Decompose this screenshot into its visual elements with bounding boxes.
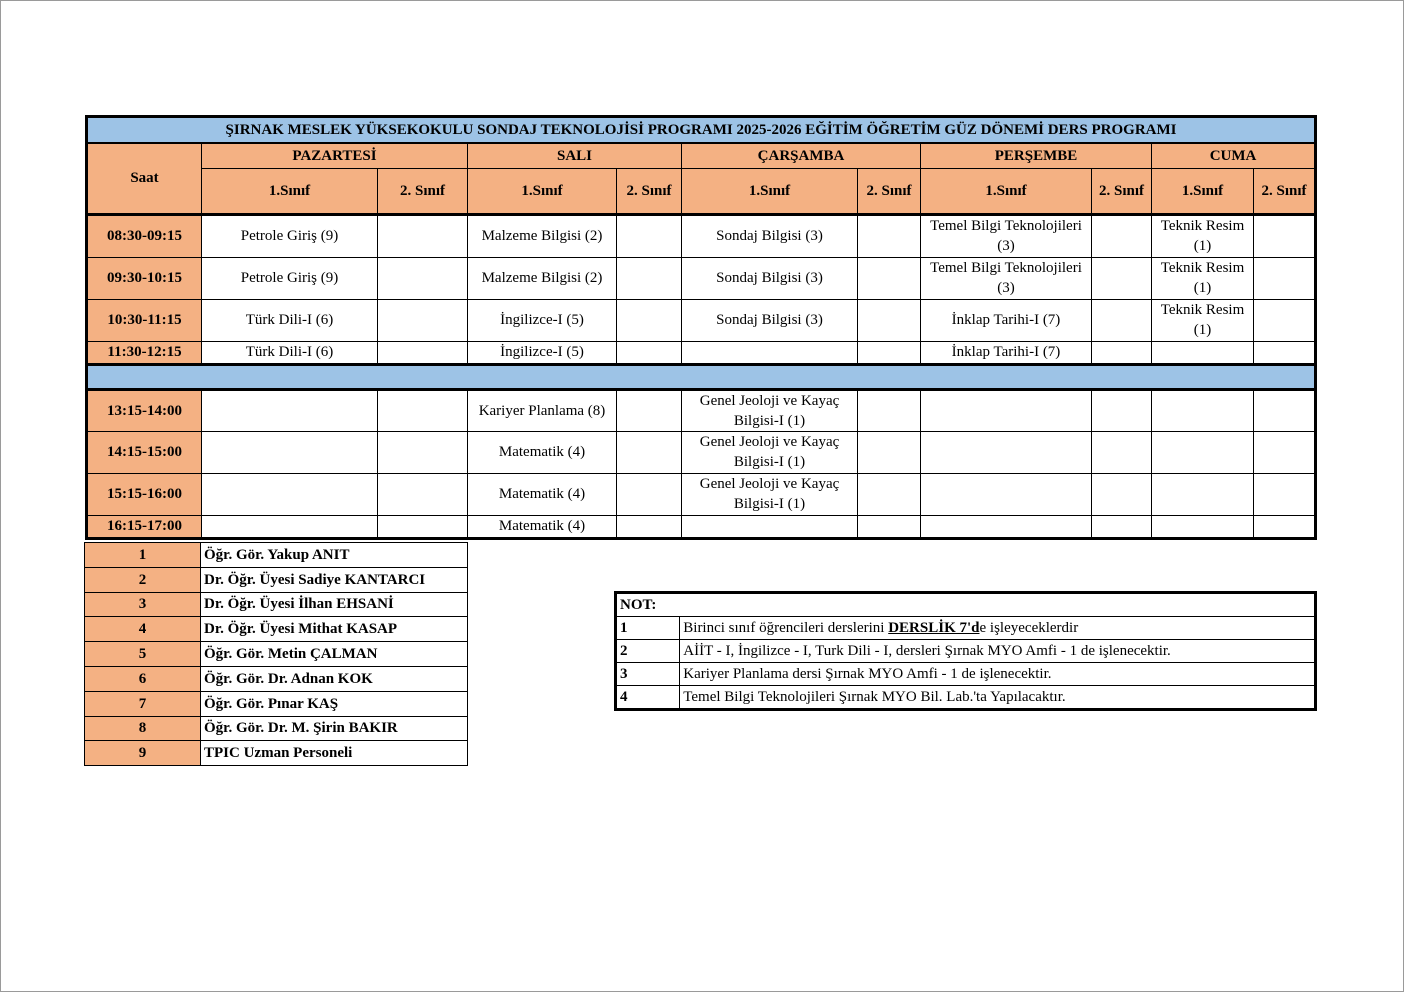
- instructor-name: Öğr. Gör. Metin ÇALMAN: [201, 642, 468, 667]
- notes-title: NOT:: [616, 593, 1316, 617]
- day-header: PAZARTESİ: [202, 143, 468, 168]
- course-cell: [378, 341, 468, 364]
- course-cell: [858, 515, 921, 538]
- instructor-row: [85, 666, 468, 691]
- instructor-number: 9: [85, 741, 201, 766]
- note-row: [616, 617, 1316, 640]
- day-header: SALI: [468, 143, 682, 168]
- class1-header: 1.Sınıf: [921, 168, 1092, 214]
- instructor-number: 3: [85, 592, 201, 617]
- course-cell: [1152, 515, 1254, 538]
- course-cell: [1152, 341, 1254, 364]
- course-cell: [378, 515, 468, 538]
- class2-header: 2. Sınıf: [617, 168, 682, 214]
- instructor-name: Öğr. Gör. Dr. M. Şirin BAKIR: [201, 716, 468, 741]
- course-cell: [1254, 515, 1316, 538]
- course-cell: Matematik (4): [468, 515, 617, 538]
- course-cell: [921, 515, 1092, 538]
- schedule-row: [87, 431, 1316, 473]
- time-slot: 08:30-09:15: [87, 214, 202, 257]
- instructor-row: [85, 617, 468, 642]
- note-number: 4: [616, 686, 680, 710]
- schedule-row: [87, 473, 1316, 515]
- schedule-table: [85, 115, 1317, 540]
- course-cell: [1092, 257, 1152, 299]
- course-cell: İnklap Tarihi-I (7): [921, 299, 1092, 341]
- course-cell: Matematik (4): [468, 473, 617, 515]
- schedule-row: [87, 214, 1316, 257]
- course-cell: İnklap Tarihi-I (7): [921, 341, 1092, 364]
- class2-header: 2. Sınıf: [378, 168, 468, 214]
- course-cell: Genel Jeoloji ve Kayaç Bilgisi-I (1): [682, 389, 858, 431]
- course-cell: [1254, 299, 1316, 341]
- time-slot: 11:30-12:15: [87, 341, 202, 364]
- course-cell: [378, 389, 468, 431]
- course-cell: [617, 341, 682, 364]
- course-cell: Türk Dili-I (6): [202, 341, 378, 364]
- course-cell: İngilizce-I (5): [468, 341, 617, 364]
- course-cell: Genel Jeoloji ve Kayaç Bilgisi-I (1): [682, 473, 858, 515]
- instructor-name: Dr. Öğr. Üyesi Sadiye KANTARCI: [201, 567, 468, 592]
- course-cell: [617, 515, 682, 538]
- class1-header: 1.Sınıf: [1152, 168, 1254, 214]
- morning-rows: [87, 214, 1316, 364]
- course-cell: [378, 257, 468, 299]
- course-cell: Türk Dili-I (6): [202, 299, 378, 341]
- schedule-row: [87, 341, 1316, 364]
- course-cell: [1092, 214, 1152, 257]
- schedule-row: [87, 257, 1316, 299]
- note-text: Temel Bilgi Teknolojileri Şırnak MYO Bil. Lab.'ta Yapılacaktır.: [680, 686, 1316, 710]
- time-slot: 09:30-10:15: [87, 257, 202, 299]
- course-cell: [617, 299, 682, 341]
- time-slot: 16:15-17:00: [87, 515, 202, 538]
- course-cell: Petrole Giriş (9): [202, 257, 378, 299]
- note-number: 2: [616, 640, 680, 663]
- instructor-number: 1: [85, 543, 201, 568]
- instructor-row: [85, 741, 468, 766]
- course-cell: [1092, 299, 1152, 341]
- course-cell: [1152, 473, 1254, 515]
- instructor-number: 4: [85, 617, 201, 642]
- class2-header: 2. Sınıf: [1254, 168, 1316, 214]
- class1-header: 1.Sınıf: [202, 168, 378, 214]
- course-cell: Teknik Resim (1): [1152, 299, 1254, 341]
- course-cell: Sondaj Bilgisi (3): [682, 299, 858, 341]
- class2-header: 2. Sınıf: [1092, 168, 1152, 214]
- course-cell: [202, 515, 378, 538]
- instructor-row: [85, 716, 468, 741]
- course-cell: [858, 214, 921, 257]
- note-number: 1: [616, 617, 680, 640]
- note-text: [680, 617, 1316, 640]
- course-cell: [617, 431, 682, 473]
- course-cell: [202, 389, 378, 431]
- course-cell: [1092, 515, 1152, 538]
- course-cell: Malzeme Bilgisi (2): [468, 214, 617, 257]
- instructor-row: [85, 642, 468, 667]
- course-cell: Sondaj Bilgisi (3): [682, 257, 858, 299]
- course-cell: Sondaj Bilgisi (3): [682, 214, 858, 257]
- course-cell: [1152, 389, 1254, 431]
- course-cell: Temel Bilgi Teknolojileri (3): [921, 214, 1092, 257]
- course-cell: Temel Bilgi Teknolojileri (3): [921, 257, 1092, 299]
- instructor-name: Öğr. Gör. Pınar KAŞ: [201, 691, 468, 716]
- class1-header: 1.Sınıf: [468, 168, 617, 214]
- instructor-number: 6: [85, 666, 201, 691]
- course-cell: [378, 214, 468, 257]
- afternoon-rows: [87, 389, 1316, 538]
- instructor-number: 5: [85, 642, 201, 667]
- instructor-row: [85, 592, 468, 617]
- time-slot: 10:30-11:15: [87, 299, 202, 341]
- course-cell: [617, 214, 682, 257]
- schedule-title: ŞIRNAK MESLEK YÜKSEKOKULU SONDAJ TEKNOLOJİSİ PROGRAMI 2025-2026 EĞİTİM ÖĞRETİM GÜZ DÖNEMİ DERS PROGRAMI: [87, 117, 1316, 144]
- lunch-break-row: [87, 364, 1316, 389]
- course-cell: Genel Jeoloji ve Kayaç Bilgisi-I (1): [682, 431, 858, 473]
- course-cell: [858, 473, 921, 515]
- schedule-row: [87, 389, 1316, 431]
- time-slot: 15:15-16:00: [87, 473, 202, 515]
- course-cell: Petrole Giriş (9): [202, 214, 378, 257]
- note-row: [616, 663, 1316, 686]
- course-cell: [921, 473, 1092, 515]
- course-cell: [1254, 214, 1316, 257]
- course-cell: [682, 341, 858, 364]
- course-cell: [378, 431, 468, 473]
- course-cell: [1254, 473, 1316, 515]
- course-cell: [378, 473, 468, 515]
- course-cell: [858, 431, 921, 473]
- day-header: ÇARŞAMBA: [682, 143, 921, 168]
- instructor-legend: [84, 542, 468, 766]
- course-cell: [1254, 341, 1316, 364]
- instructor-row: [85, 691, 468, 716]
- course-cell: [617, 257, 682, 299]
- lunch-break-cell: [87, 364, 1316, 389]
- course-cell: [1092, 389, 1152, 431]
- course-cell: Teknik Resim (1): [1152, 257, 1254, 299]
- course-cell: Matematik (4): [468, 431, 617, 473]
- instructor-name: Öğr. Gör. Yakup ANIT: [201, 543, 468, 568]
- note-text-part: Birinci sınıf öğrencileri derslerini: [683, 620, 889, 636]
- instructor-name: Dr. Öğr. Üyesi İlhan EHSANİ: [201, 592, 468, 617]
- course-cell: [858, 341, 921, 364]
- course-cell: Kariyer Planlama (8): [468, 389, 617, 431]
- course-cell: [682, 515, 858, 538]
- course-cell: [1092, 341, 1152, 364]
- course-cell: [617, 473, 682, 515]
- note-number: 3: [616, 663, 680, 686]
- day-header: CUMA: [1152, 143, 1316, 168]
- note-text: Kariyer Planlama dersi Şırnak MYO Amfi - 1 de işlenecektir.: [680, 663, 1316, 686]
- course-cell: [1254, 257, 1316, 299]
- course-cell: [921, 431, 1092, 473]
- class1-header: 1.Sınıf: [682, 168, 858, 214]
- instructor-number: 8: [85, 716, 201, 741]
- course-cell: [1092, 473, 1152, 515]
- class2-header: 2. Sınıf: [858, 168, 921, 214]
- note-row: [616, 686, 1316, 710]
- course-cell: [1092, 431, 1152, 473]
- notes-table: [614, 591, 1317, 711]
- note-row: [616, 640, 1316, 663]
- instructor-number: 7: [85, 691, 201, 716]
- day-header: PERŞEMBE: [921, 143, 1152, 168]
- course-cell: [921, 389, 1092, 431]
- time-slot: 13:15-14:00: [87, 389, 202, 431]
- instructor-row: [85, 567, 468, 592]
- course-cell: [858, 299, 921, 341]
- course-cell: [1254, 431, 1316, 473]
- course-cell: [1254, 389, 1316, 431]
- instructor-name: Dr. Öğr. Üyesi Mithat KASAP: [201, 617, 468, 642]
- schedule-row: [87, 515, 1316, 538]
- instructor-row: [85, 543, 468, 568]
- course-cell: Malzeme Bilgisi (2): [468, 257, 617, 299]
- course-cell: [1152, 431, 1254, 473]
- course-cell: Teknik Resim (1): [1152, 214, 1254, 257]
- note-text: AİİT - I, İngilizce - I, Turk Dili - I, dersleri Şırnak MYO Amfi - 1 de işlenecektir.: [680, 640, 1316, 663]
- course-cell: [202, 431, 378, 473]
- course-cell: [858, 389, 921, 431]
- instructor-name: Öğr. Gör. Dr. Adnan KOK: [201, 666, 468, 691]
- course-cell: [858, 257, 921, 299]
- instructor-number: 2: [85, 567, 201, 592]
- course-cell: [202, 473, 378, 515]
- course-cell: [378, 299, 468, 341]
- schedule-row: [87, 299, 1316, 341]
- course-cell: İngilizce-I (5): [468, 299, 617, 341]
- time-slot: 14:15-15:00: [87, 431, 202, 473]
- note-text-part: e işleyeceklerdir: [979, 620, 1079, 636]
- saat-header: Saat: [87, 143, 202, 214]
- course-cell: [617, 389, 682, 431]
- instructor-name: TPIC Uzman Personeli: [201, 741, 468, 766]
- note-emphasis: DERSLİK 7'd: [888, 620, 980, 636]
